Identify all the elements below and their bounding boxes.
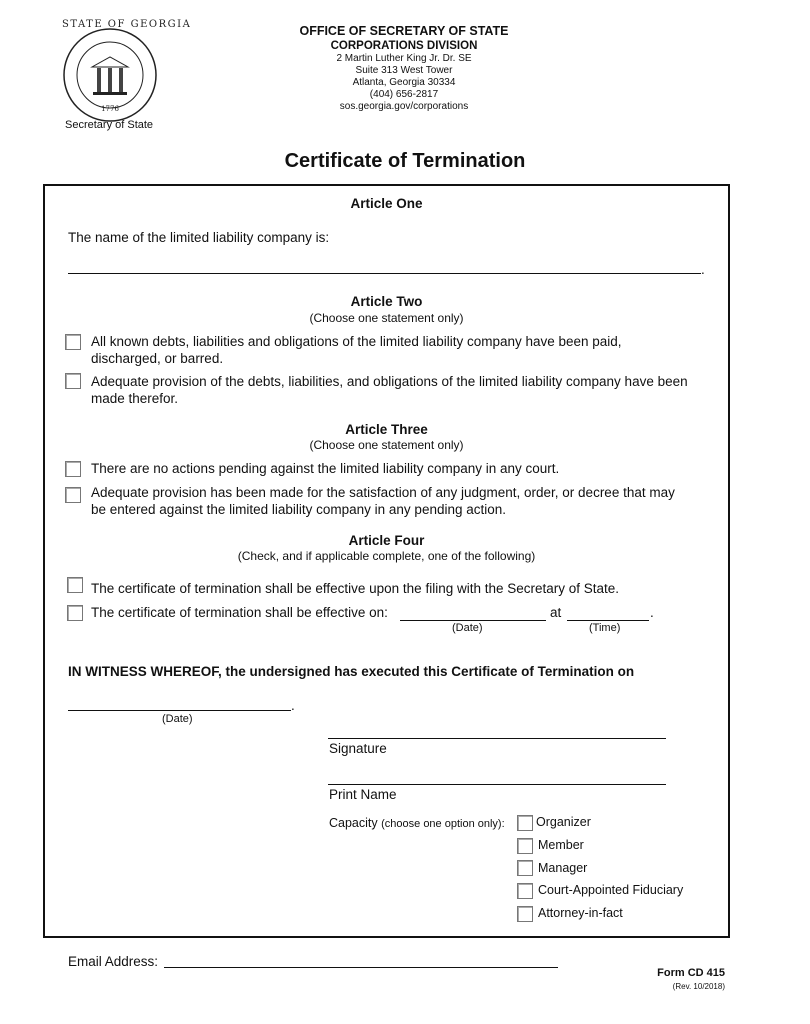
form-id: Form CD 415 <box>657 967 725 979</box>
capacity-option-label: Organizer <box>536 815 591 829</box>
debts-paid-text <box>91 333 622 367</box>
page-title: Certificate of Termination <box>284 150 526 172</box>
end-mark: . <box>291 698 295 713</box>
time-caption: (Time) <box>589 622 621 634</box>
signature-field[interactable] <box>328 738 666 739</box>
seal-year: 1776 <box>101 105 119 113</box>
article-three-heading: Article Three <box>345 422 428 437</box>
article-four-heading: Article Four <box>348 533 425 548</box>
effective-on-date-checkbox[interactable] <box>67 605 83 621</box>
execution-date-caption: (Date) <box>162 713 193 725</box>
capacity-organizer-checkbox[interactable] <box>517 815 533 831</box>
debts-provision-checkbox[interactable] <box>65 373 81 389</box>
option-line: discharged, or barred. <box>91 351 224 366</box>
date-caption: (Date) <box>452 622 483 634</box>
division-title: CORPORATIONS DIVISION <box>330 40 478 52</box>
capacity-option-label: Manager <box>538 861 588 875</box>
address-line: 2 Martin Luther King Jr. Dr. SE <box>336 53 472 64</box>
effective-time-field[interactable] <box>567 620 649 621</box>
signature-label: Signature <box>329 741 387 756</box>
llc-name-prompt: The name of the limited liability company is: <box>68 230 330 245</box>
article-three-instruction: (Choose one statement only) <box>309 438 464 452</box>
option-line: be entered against the limited liability company in any pending action. <box>91 502 507 517</box>
email-field[interactable] <box>164 967 558 968</box>
end-mark: . <box>701 262 705 277</box>
capacity-option-label: Member <box>538 838 584 852</box>
no-actions-text: There are no actions pending against the limited liability company in any court. <box>91 461 560 476</box>
revision-date: (Rev. 10/2018) <box>672 982 725 991</box>
effective-date-field[interactable] <box>400 620 546 621</box>
georgia-state-seal <box>62 19 192 123</box>
effective-on-date-text: The certificate of termination shall be effective on: <box>91 605 388 620</box>
capacity-note: (choose one option only): <box>381 818 505 830</box>
office-header <box>254 24 554 113</box>
judgment-provision-checkbox[interactable] <box>65 487 81 503</box>
judgment-provision-text <box>91 484 675 518</box>
seal-caption: Secretary of State <box>65 119 154 131</box>
capacity-label-group <box>329 816 505 830</box>
option-line: Adequate provision of the debts, liabilities, and obligations of the limited liability company have been <box>91 374 688 389</box>
print-name-label: Print Name <box>329 787 397 802</box>
capacity-option-label: Court-Appointed Fiduciary <box>538 883 684 897</box>
execution-date-field[interactable] <box>68 710 291 711</box>
capacity-manager-checkbox[interactable] <box>517 860 533 876</box>
capacity-attorney-checkbox[interactable] <box>517 906 533 922</box>
witness-statement: IN WITNESS WHEREOF, the undersigned has executed this Certificate of Termination on <box>68 664 635 679</box>
address-line: Suite 313 West Tower <box>355 65 453 76</box>
at-label: at <box>550 605 562 620</box>
end-mark: . <box>650 605 654 620</box>
office-title: OFFICE OF SECRETARY OF STATE <box>299 24 509 38</box>
llc-name-field[interactable] <box>68 273 701 274</box>
website-link[interactable]: sos.georgia.gov/corporations <box>339 101 469 112</box>
option-line: Adequate provision has been made for the satisfaction of any judgment, order, or decree that may <box>91 485 675 500</box>
capacity-option-label: Attorney-in-fact <box>538 906 623 920</box>
no-actions-checkbox[interactable] <box>65 461 81 477</box>
article-two-heading: Article Two <box>350 294 423 309</box>
effective-on-filing-text: The certificate of termination shall be effective upon the filing with the Secretary of State. <box>91 581 620 596</box>
debts-provision-text <box>91 373 688 407</box>
phone-number: (404) 656-2817 <box>369 89 439 100</box>
address-line: Atlanta, Georgia 30334 <box>352 77 456 88</box>
capacity-member-checkbox[interactable] <box>517 838 533 854</box>
capacity-fiduciary-checkbox[interactable] <box>517 883 533 899</box>
effective-on-filing-checkbox[interactable] <box>67 577 83 593</box>
seal-text: STATE OF GEORGIA <box>62 19 192 30</box>
article-one-heading: Article One <box>350 196 423 211</box>
option-line: All known debts, liabilities and obligations of the limited liability company have been paid, <box>91 334 622 349</box>
article-four-instruction: (Check, and if applicable complete, one of the following) <box>237 549 536 563</box>
debts-paid-checkbox[interactable] <box>65 334 81 350</box>
article-two-instruction: (Choose one statement only) <box>309 311 464 325</box>
option-line: made therefor. <box>91 391 179 406</box>
print-name-field[interactable] <box>328 784 666 785</box>
email-label: Email Address: <box>68 954 159 969</box>
capacity-label: Capacity <box>329 816 378 830</box>
